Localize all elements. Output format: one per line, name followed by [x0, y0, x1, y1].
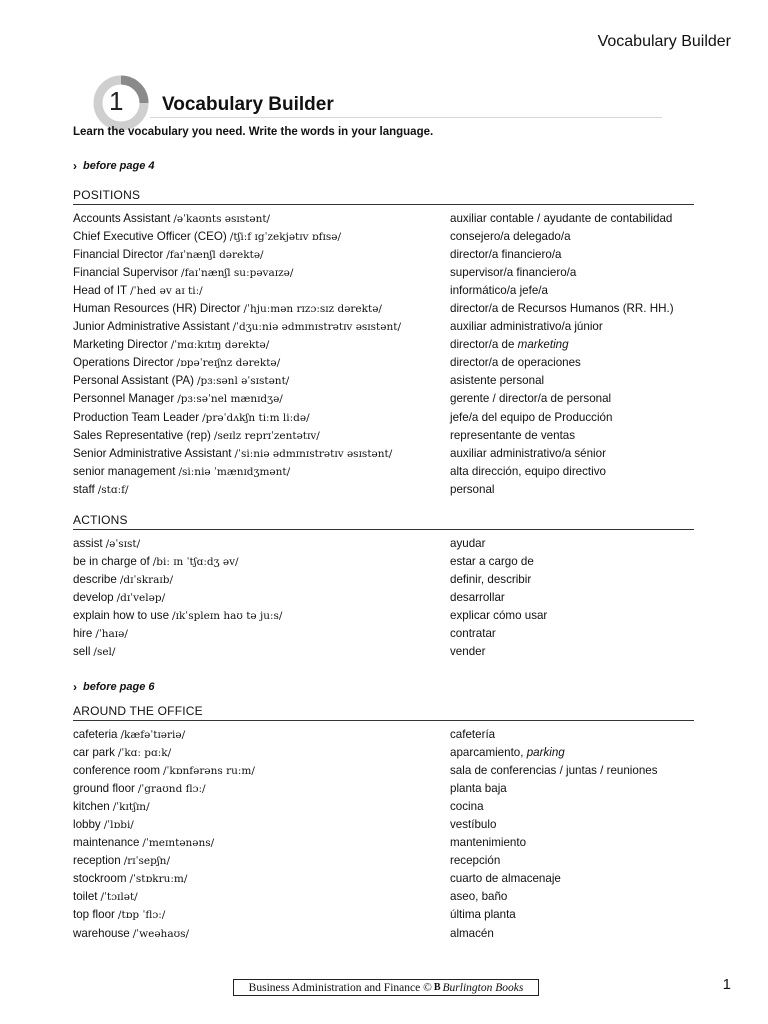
vocab-translation: supervisor/a financiero/a [450, 265, 577, 279]
vocab-term-cell [73, 872, 450, 885]
vocab-term-cell [73, 927, 450, 940]
vocab-term: Human Resources (HR) Director [73, 302, 241, 316]
vocab-translation-cell [450, 908, 516, 921]
vocab-list-around-the-office [73, 725, 694, 942]
vocab-translation-cell [450, 447, 606, 460]
vocab-row [73, 815, 694, 833]
vocab-term-cell [73, 728, 450, 741]
vocab-translation: auxiliar contable / ayudante de contabilidad [450, 211, 673, 225]
vocab-term: staff [73, 482, 95, 496]
vocab-translation-cell [450, 591, 505, 604]
vocab-term: describe [73, 572, 117, 586]
vocab-row [73, 336, 694, 354]
vocab-row [73, 227, 694, 245]
section-divider [73, 529, 694, 530]
vocab-term-cell [73, 483, 450, 496]
vocab-translation-cell [450, 248, 562, 261]
vocab-pronunciation: /ˈkɑː pɑːk/ [117, 746, 172, 759]
vocab-translation-cell [450, 429, 575, 442]
title-divider [150, 117, 662, 118]
vocab-term: ground floor [73, 781, 135, 795]
vocab-translation: representante de ventas [450, 428, 576, 442]
vocab-term-cell [73, 818, 450, 831]
vocab-row [73, 643, 694, 661]
vocab-translation-cell [450, 927, 494, 940]
vocab-translation-cell [450, 302, 674, 315]
vocab-translation-cell [450, 764, 658, 777]
vocab-term-cell [73, 447, 450, 460]
vocab-translation: ayudar [450, 536, 486, 550]
vocab-pronunciation: /ˈsiːniə ədmɪnɪstrətɪv əsɪstənt/ [234, 447, 393, 460]
vocab-term: reception [73, 854, 121, 868]
vocab-translation-cell [450, 872, 561, 885]
section-divider [73, 204, 694, 205]
vocab-translation: explicar cómo usar [450, 608, 548, 622]
subhead-label: before page 4 [83, 160, 155, 172]
vocab-list-actions [73, 534, 694, 661]
vocab-term: Production Team Leader [73, 410, 200, 424]
vocab-term: Operations Director [73, 356, 174, 370]
vocab-translation: asistente personal [450, 374, 545, 388]
vocab-translation-cell [450, 338, 569, 351]
vocab-translation-cell [450, 555, 534, 568]
vocab-row [73, 480, 694, 498]
vocab-row [73, 743, 694, 761]
vocab-term: stockroom [73, 872, 127, 886]
vocab-row [73, 299, 694, 317]
vocab-translation: contratar [450, 627, 496, 641]
vocab-term-cell [73, 230, 450, 243]
vocab-pronunciation: /tʃiːf ɪgˈzekjətɪv ɒfɪsə/ [229, 230, 342, 243]
vocab-term: Junior Administrative Assistant [73, 320, 230, 334]
vocab-term-cell [73, 429, 450, 442]
vocab-translation-cell [450, 483, 494, 496]
vocab-translation-cell [450, 266, 576, 279]
publisher-name: Burlington Books [442, 981, 524, 994]
vocab-term: warehouse [73, 926, 130, 940]
vocab-translation: aseo, baño [450, 890, 508, 904]
vocab-translation: almacén [450, 926, 494, 940]
vocab-term: explain how to use [73, 608, 170, 622]
vocab-term-cell [73, 645, 450, 658]
vocab-row [73, 924, 694, 942]
vocab-translation: alta dirección, equipo directivo [450, 464, 606, 478]
vocab-term: assist [73, 536, 103, 550]
vocab-pronunciation: /faɪˈnænʃl dərektə/ [166, 248, 264, 261]
vocab-row [73, 888, 694, 906]
vocab-pronunciation: /siːniə ˈmænɪdʒmənt/ [178, 465, 291, 478]
vocab-translation-cell [450, 627, 496, 640]
vocab-term: conference room [73, 763, 160, 777]
vocab-row [73, 779, 694, 797]
vocab-term: Head of IT [73, 283, 128, 297]
vocab-translation: jefe/a del equipo de Producción [450, 410, 613, 424]
vocab-pronunciation: /ˈlɒbi/ [103, 819, 134, 832]
vocab-term: Personnel Manager [73, 392, 175, 406]
vocab-pronunciation: /əˈkaʊnts əsɪstənt/ [173, 212, 271, 225]
vocab-term-cell [73, 746, 450, 759]
vocab-term: lobby [73, 818, 101, 832]
vocab-term-cell [73, 800, 450, 813]
vocab-term-cell [73, 890, 450, 903]
vocab-translation-cell [450, 645, 485, 658]
section-title-positions: POSITIONS [73, 188, 141, 202]
vocab-translation: auxiliar administrativo/a sénior [450, 446, 606, 460]
vocab-list-positions [73, 209, 694, 499]
vocab-translation-cell [450, 854, 500, 867]
vocab-translation-cell [450, 609, 547, 622]
vocab-term: car park [73, 745, 115, 759]
vocab-translation: personal [450, 482, 495, 496]
vocab-row [73, 408, 694, 426]
vocab-term-cell [73, 854, 450, 867]
vocab-term-cell [73, 591, 450, 604]
vocab-translation: sala de conferencias / juntas / reuniones [450, 763, 658, 777]
vocab-term-cell [73, 609, 450, 622]
vocab-translation-cell [450, 374, 544, 387]
vocab-translation-cell [450, 411, 612, 424]
vocab-pronunciation: /dɪˈskraɪb/ [119, 573, 173, 586]
vocab-translation-cell [450, 230, 571, 243]
vocab-translation-cell [450, 782, 507, 795]
subhead-label: before page 6 [83, 681, 155, 693]
vocab-term: Personal Assistant (PA) [73, 374, 194, 388]
vocab-pronunciation: /rɪˈsepʃn/ [123, 855, 170, 868]
vocab-term: be in charge of [73, 554, 150, 568]
footer-text: Business Administration and Finance © [248, 981, 432, 994]
vocab-translation-emphasis: parking [526, 745, 565, 759]
vocab-term-cell [73, 338, 450, 351]
vocab-pronunciation: /tɒp ˈflɔː/ [117, 909, 166, 922]
vocab-translation-cell [450, 728, 495, 741]
unit-number: 1 [109, 86, 124, 116]
vocab-term: cafeteria [73, 727, 118, 741]
vocab-row [73, 390, 694, 408]
running-header: Vocabulary Builder [597, 33, 731, 50]
vocab-translation: recepción [450, 854, 501, 868]
vocab-row [73, 725, 694, 743]
vocab-pronunciation: /ˈgraʊnd flɔː/ [137, 782, 206, 795]
vocab-term: sell [73, 645, 91, 659]
vocab-row [73, 462, 694, 480]
vocab-pronunciation: /pɜːsəˈnel mænɪdʒə/ [177, 393, 283, 406]
footer-copyright [233, 979, 539, 996]
vocab-pronunciation: /ˈmɑːkɪtɪŋ dərektə/ [170, 339, 270, 352]
vocab-pronunciation: /pɜːsənl əˈsɪstənt/ [196, 375, 290, 388]
vocab-translation-cell [450, 212, 672, 225]
vocab-pronunciation: /əˈsɪst/ [105, 537, 141, 550]
vocab-row [73, 797, 694, 815]
vocab-translation: vender [450, 645, 486, 659]
vocab-term-cell [73, 764, 450, 777]
vocab-term-cell [73, 392, 450, 405]
vocab-pronunciation: /ɒpəˈreɪʃnz dərektə/ [176, 357, 281, 370]
vocab-translation: vestíbulo [450, 818, 497, 832]
vocab-pronunciation: /seɪlz reprɪˈzentətɪv/ [213, 429, 320, 442]
vocab-term: maintenance [73, 836, 140, 850]
vocab-pronunciation: /ˈkɪtʃɪn/ [112, 800, 150, 813]
vocab-term: Financial Director [73, 247, 164, 261]
vocab-translation: última planta [450, 908, 516, 922]
vocab-row [73, 281, 694, 299]
vocab-row [73, 263, 694, 281]
vocab-translation-cell [450, 836, 526, 849]
page-number: 1 [722, 976, 731, 993]
vocab-translation: auxiliar administrativo/a júnior [450, 320, 603, 334]
vocab-translation: aparcamiento, [450, 745, 527, 759]
vocab-term-cell [73, 212, 450, 225]
vocab-translation-cell [450, 890, 507, 903]
vocab-pronunciation: /stɑːf/ [97, 483, 129, 496]
vocab-translation-cell [450, 465, 606, 478]
subhead-before-page-4 [73, 159, 155, 173]
vocab-pronunciation: /ˈhjuːmən rɪzɔːsɪz dərektə/ [243, 303, 382, 316]
vocab-row [73, 209, 694, 227]
vocab-term: Accounts Assistant [73, 211, 171, 225]
vocab-row [73, 444, 694, 462]
vocab-term-cell [73, 537, 450, 550]
section-title-around-the-office: AROUND THE OFFICE [73, 704, 203, 718]
vocab-row [73, 588, 694, 606]
vocab-pronunciation: /ˈhaɪə/ [95, 628, 128, 641]
vocab-translation-cell [450, 818, 496, 831]
vocab-translation: cafetería [450, 727, 496, 741]
vocab-translation: definir, describir [450, 572, 532, 586]
chevron-right-icon: › [73, 159, 77, 173]
vocab-translation: director/a de operaciones [450, 356, 581, 370]
vocab-term-cell [73, 908, 450, 921]
vocab-pronunciation: /biː ɪn ˈtʃɑːdʒ əv/ [152, 555, 239, 568]
vocab-term-cell [73, 248, 450, 261]
vocab-pronunciation: /sel/ [93, 646, 116, 659]
vocab-translation: planta baja [450, 781, 507, 795]
section-title-actions: ACTIONS [73, 513, 128, 527]
vocab-row [73, 624, 694, 642]
vocab-pronunciation: /kæfəˈtɪəriə/ [120, 728, 186, 741]
vocab-translation-cell [450, 320, 603, 333]
vocab-term-cell [73, 302, 450, 315]
vocab-pronunciation: /ˈstɒkruːm/ [129, 873, 188, 886]
section-divider [73, 720, 694, 721]
vocab-term: top floor [73, 908, 115, 922]
vocab-translation: gerente / director/a de personal [450, 392, 612, 406]
vocab-term: hire [73, 627, 93, 641]
vocab-row [73, 906, 694, 924]
vocab-translation-cell [450, 392, 611, 405]
vocab-term: Financial Supervisor [73, 265, 179, 279]
vocab-term: Sales Representative (rep) [73, 428, 211, 442]
vocab-translation: estar a cargo de [450, 554, 534, 568]
vocab-row [73, 354, 694, 372]
vocab-translation: cuarto de almacenaje [450, 872, 561, 886]
vocab-translation: cocina [450, 799, 484, 813]
subhead-before-page-6 [73, 680, 155, 694]
publisher-logo-icon: B [433, 982, 441, 993]
vocab-term-cell [73, 284, 450, 297]
vocab-translation-cell [450, 284, 548, 297]
vocab-row [73, 245, 694, 263]
vocab-translation: consejero/a delegado/a [450, 229, 571, 243]
chevron-right-icon: › [73, 680, 77, 694]
vocab-row [73, 834, 694, 852]
vocab-pronunciation: /ˈweəhaʊs/ [132, 927, 190, 940]
page-title: Vocabulary Builder [162, 94, 334, 115]
vocab-row [73, 761, 694, 779]
vocab-translation-emphasis: marketing [517, 338, 569, 352]
vocab-term-cell [73, 573, 450, 586]
vocab-row [73, 870, 694, 888]
vocab-row [73, 552, 694, 570]
vocab-term-cell [73, 411, 450, 424]
vocab-term-cell [73, 374, 450, 387]
vocab-translation-cell [450, 800, 484, 813]
vocab-term-cell [73, 320, 450, 333]
vocab-row [73, 570, 694, 588]
vocab-term-cell [73, 627, 450, 640]
vocab-pronunciation: /faɪˈnænʃl suːpəvaɪzə/ [181, 266, 294, 279]
vocab-term-cell [73, 465, 450, 478]
vocab-translation: director/a de Recursos Humanos (RR. HH.) [450, 302, 674, 316]
vocab-translation: desarrollar [450, 590, 505, 604]
vocab-term: Senior Administrative Assistant [73, 446, 232, 460]
vocab-term: Marketing Director [73, 338, 168, 352]
vocab-term-cell [73, 782, 450, 795]
vocab-row [73, 534, 694, 552]
vocab-term: Chief Executive Officer (CEO) [73, 229, 227, 243]
vocab-translation-cell [450, 573, 531, 586]
vocab-term-cell [73, 356, 450, 369]
vocab-row [73, 372, 694, 390]
vocab-term-cell [73, 836, 450, 849]
vocab-pronunciation: /ˈtɔɪlət/ [100, 891, 138, 904]
vocab-term: kitchen [73, 799, 110, 813]
vocab-pronunciation: /dɪˈveləp/ [116, 591, 166, 604]
vocab-term-cell [73, 555, 450, 568]
vocab-row [73, 318, 694, 336]
vocab-row [73, 852, 694, 870]
vocab-translation-cell [450, 746, 565, 759]
vocab-translation: director/a de [450, 338, 518, 352]
vocab-pronunciation: /ˈmeɪntənəns/ [142, 837, 215, 850]
vocab-pronunciation: /ɪkˈspleɪn haʊ tə juːs/ [172, 609, 283, 622]
vocab-term: develop [73, 590, 114, 604]
vocab-term-cell [73, 266, 450, 279]
vocab-pronunciation: /ˈkɒnfərəns ruːm/ [163, 764, 255, 777]
vocab-row [73, 606, 694, 624]
vocab-term: toilet [73, 890, 98, 904]
instructions: Learn the vocabulary you need. Write the words in your language. [73, 126, 434, 138]
vocab-translation-cell [450, 537, 485, 550]
vocab-row [73, 426, 694, 444]
vocab-translation: director/a financiero/a [450, 247, 562, 261]
vocab-pronunciation: /ˈhed əv aɪ tiː/ [130, 284, 203, 297]
vocab-term: senior management [73, 464, 176, 478]
vocab-translation: mantenimiento [450, 836, 527, 850]
vocab-pronunciation: /ˈdʒuːniə ədmɪnɪstrətɪv əsɪstənt/ [232, 321, 401, 334]
vocab-translation: informático/a jefe/a [450, 283, 548, 297]
vocab-translation-cell [450, 356, 581, 369]
vocab-pronunciation: /prəˈdʌkʃn tiːm liːdə/ [202, 411, 310, 424]
